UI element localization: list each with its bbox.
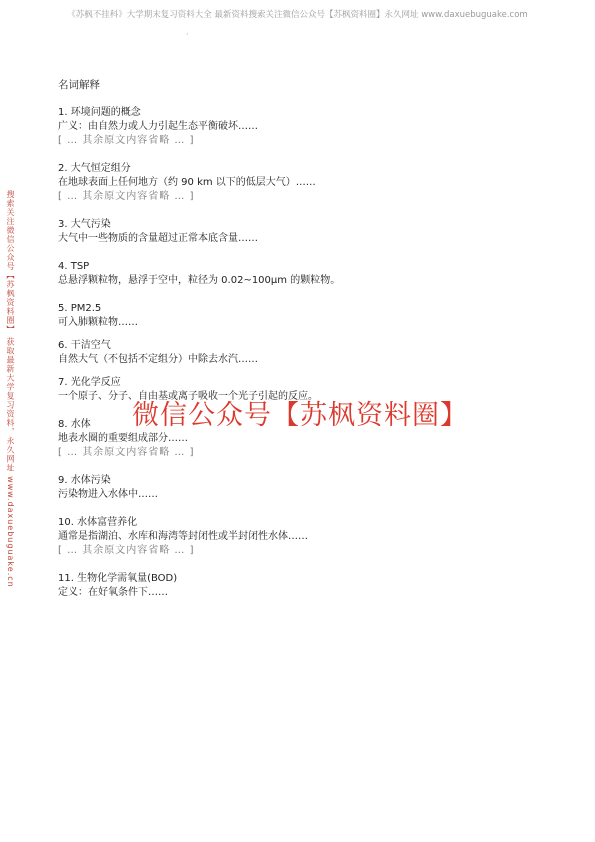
- term-item: [58, 106, 544, 148]
- term-item: [58, 516, 544, 558]
- redacted-note: [ … 其余原文内容省略 … ]: [58, 191, 195, 202]
- term-excerpt: 污染物进入水体中……: [58, 489, 158, 500]
- term-title: 6. 干洁空气: [58, 340, 111, 351]
- term-item: [58, 260, 544, 288]
- term-item: [58, 572, 544, 600]
- section-title: 名词解释: [58, 79, 100, 91]
- term-title: 5. PM2.5: [58, 303, 102, 314]
- redacted-note: [ … 其余原文内容省略 … ]: [58, 545, 195, 556]
- term-title: 4. TSP: [58, 261, 90, 272]
- redacted-note: [ … 其余原文内容省略 … ]: [58, 135, 195, 146]
- term-item: [58, 474, 544, 502]
- term-excerpt: 可入肺颗粒物……: [58, 317, 138, 328]
- term-item: [58, 418, 544, 460]
- term-excerpt: 定义：在好氧条件下……: [58, 587, 168, 598]
- side-watermark: 搜索关注微信公众号【苏枫资料圈】 获取最新大学复习资料，永久网址 www.daxuebuguake.cn: [6, 190, 15, 588]
- watermark-stamp: 微信公众号【苏枫资料圈】: [132, 400, 468, 431]
- document-body: [58, 78, 544, 600]
- term-item: [58, 218, 544, 246]
- term-title: 3. 大气污染: [58, 219, 111, 230]
- term-title: 11. 生物化学需氧量(BOD): [58, 573, 178, 584]
- term-excerpt: 自然大气（不包括不定组分）中除去水汽……: [58, 354, 258, 365]
- term-excerpt: 地表水圈的重要组成部分……: [58, 433, 188, 444]
- term-item: [58, 376, 544, 404]
- term-excerpt: 总悬浮颗粒物，悬浮于空中，粒径为 0.02~100μm 的颗粒物。: [58, 275, 341, 286]
- term-item: [58, 162, 544, 204]
- term-title: 2. 大气恒定组分: [58, 163, 131, 174]
- term-excerpt: 一个原子、分子、自由基或离子吸收一个光子引起的反应。: [58, 391, 318, 402]
- term-excerpt: 在地球表面上任何地方（约 90 km 以下的低层大气）……: [58, 177, 316, 188]
- term-excerpt: 广义：由自然力或人力引起生态平衡破坏……: [58, 121, 258, 132]
- page-header-banner: 《苏枫不挂科》大学期末复习资料大全 最新资料搜索关注微信公众号【苏枫资料圈】永久网址 www.daxuebuguake.com: [67, 10, 528, 20]
- term-title: 8. 水体: [58, 419, 91, 430]
- header-dot: ·: [186, 30, 189, 39]
- redacted-note: [ … 其余原文内容省略 … ]: [58, 447, 195, 458]
- term-excerpt: 大气中一些物质的含量超过正常本底含量……: [58, 233, 258, 244]
- term-title: 10. 水体富营养化: [58, 517, 138, 528]
- term-title: 9. 水体污染: [58, 475, 111, 486]
- term-item: [58, 302, 544, 330]
- term-excerpt: 通常是指湖泊、水库和海湾等封闭性或半封闭性水体……: [58, 531, 308, 542]
- term-title: 1. 环境问题的概念: [58, 107, 141, 118]
- term-item: [58, 339, 544, 367]
- term-title: 7. 光化学反应: [58, 377, 121, 388]
